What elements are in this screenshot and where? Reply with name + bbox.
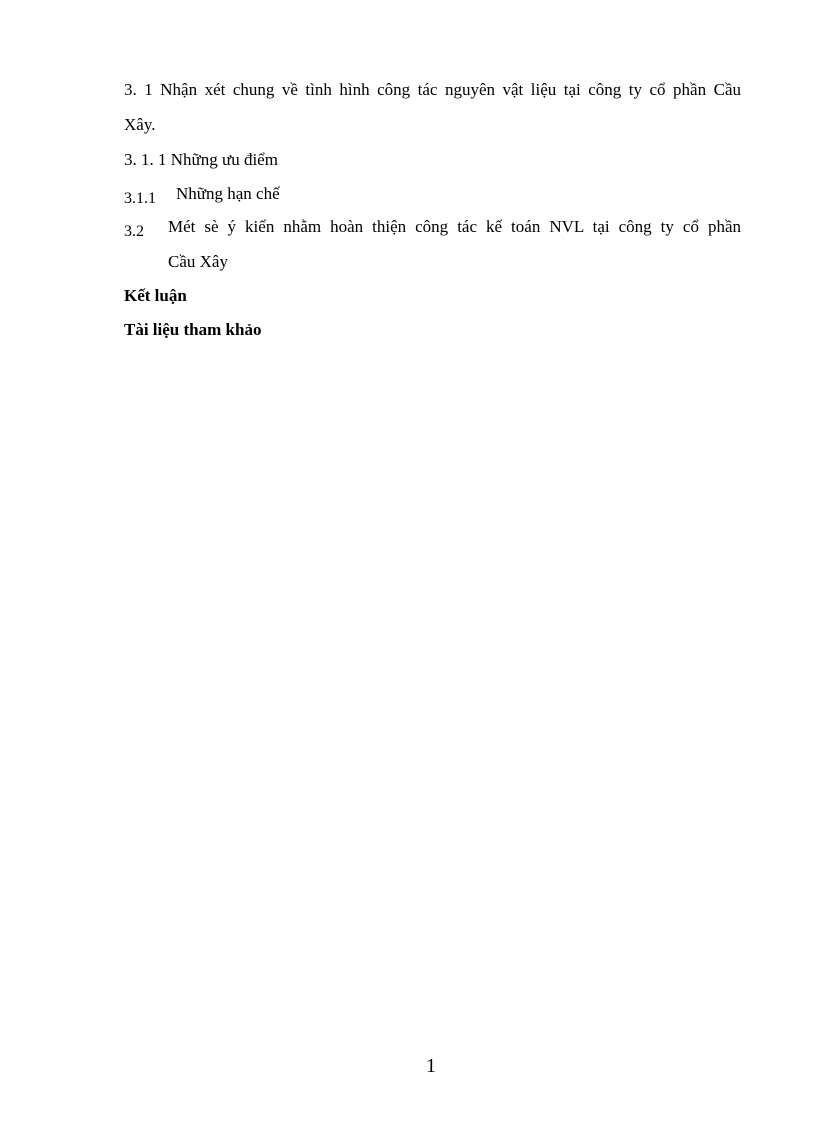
toc-item-3-2-line-1: Mét sè ý kiến nhằm hoàn thiện công tác kế toán NVL tại công ty cổ phần	[168, 217, 741, 236]
page-number: 1	[426, 1055, 436, 1077]
toc-item-3-2-number-wrap	[124, 221, 144, 241]
toc-references: Tài liệu tham khảo	[124, 320, 262, 339]
toc-item-3-1-1b	[124, 184, 280, 207]
toc-conclusion: Kết luận	[124, 286, 187, 305]
toc-item-3-1-1b-number: 3.1.1	[124, 190, 156, 207]
toc-item-3-2-line-2: Cầu Xây	[168, 252, 228, 271]
toc-item-3-1-1: 3. 1. 1 Những ưu điểm	[124, 150, 278, 169]
toc-item-3-1-line-1: 3. 1 Nhận xét chung về tình hình công tác nguyên vật liệu tại công ty cổ phần Cầu	[124, 80, 741, 99]
toc-item-3-1-1b-text: Những hạn chế	[176, 184, 280, 203]
toc-item-3-1-line-2: Xây.	[124, 115, 156, 134]
toc-item-3-2-number: 3.2	[124, 223, 144, 240]
